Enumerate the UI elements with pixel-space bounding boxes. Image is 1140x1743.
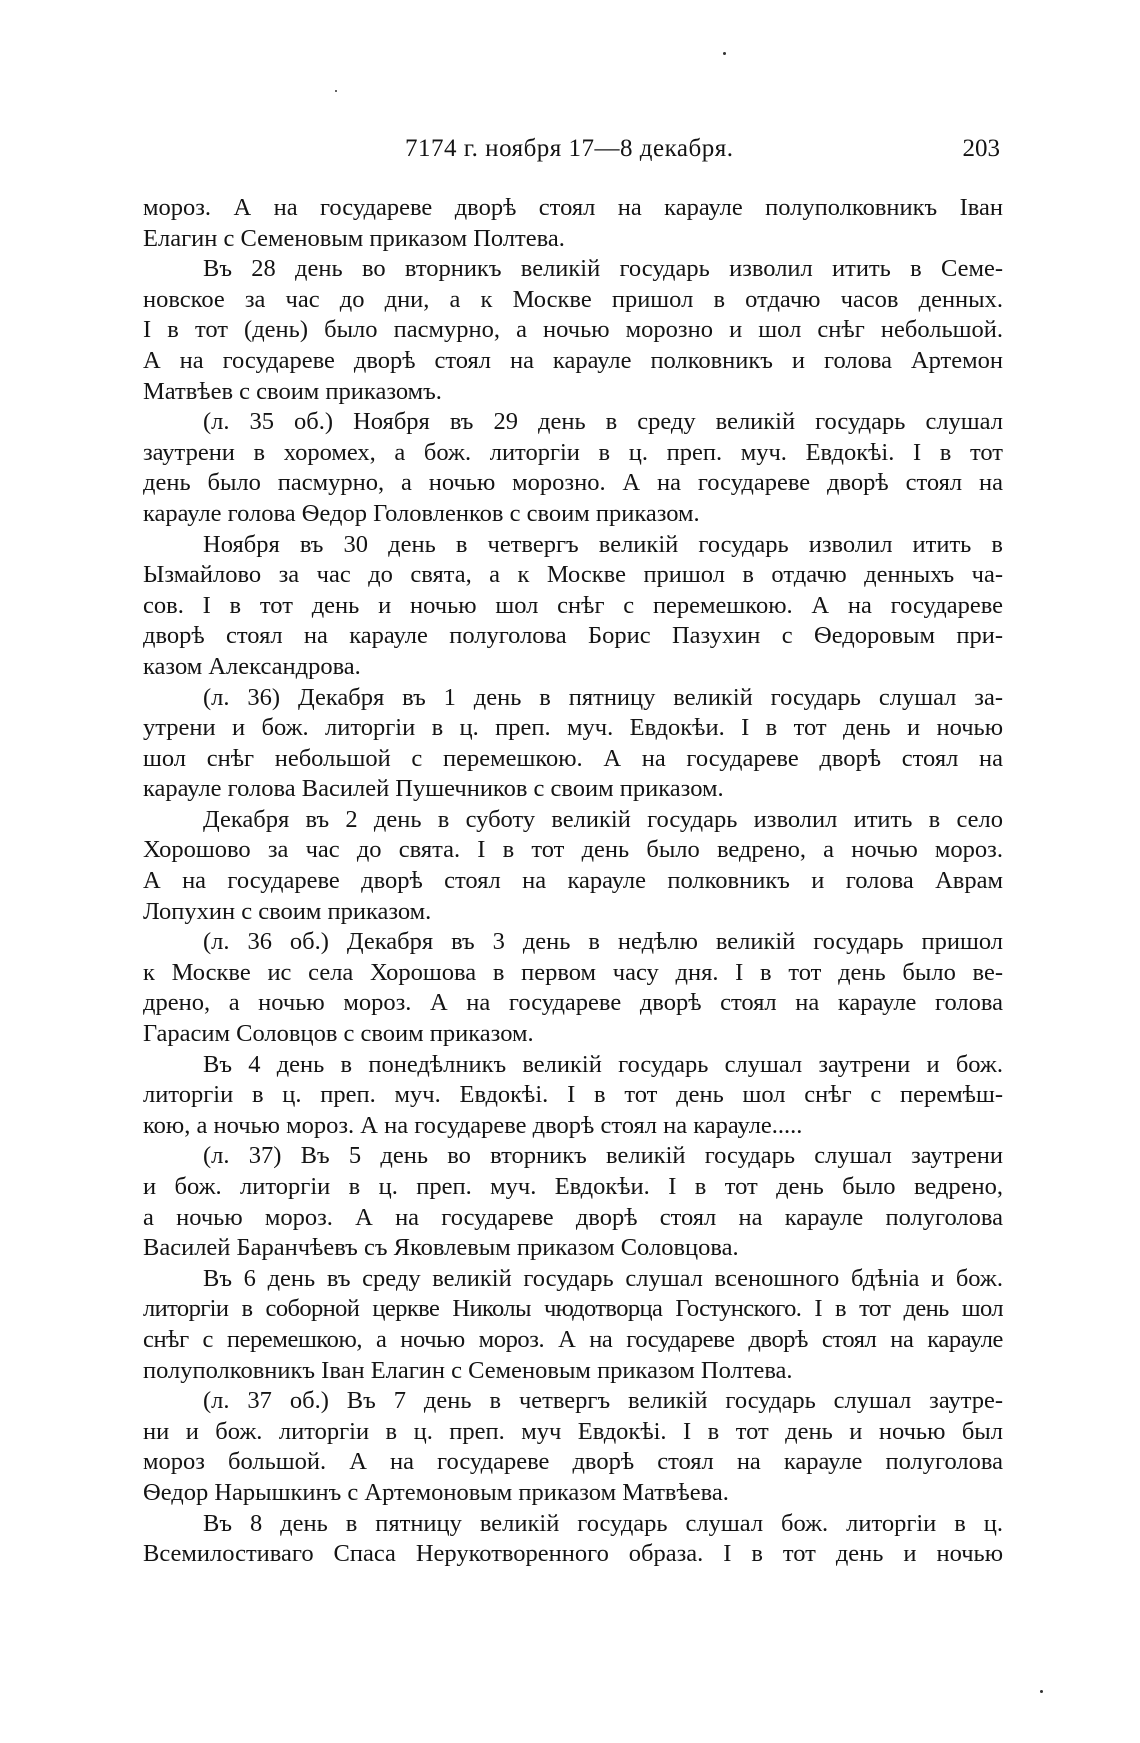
text-line: карауле голова Ѳедор Головленков с своим приказом. (143, 499, 700, 527)
page-number: 203 (962, 135, 1000, 162)
text-line: Въ 4 день в понедѣлникъ великій государь слушал заутрени и бож. (203, 1050, 1003, 1078)
text-line: сов. І в тот день и ночью шол снѣг с перемешкою. А на государеве (143, 591, 1003, 619)
text-line: (л. 37) Въ 5 день во вторникъ великій государь слушал заутрени (203, 1142, 1003, 1170)
text-line: Ызмайлово за час до свята, а к Москве пришол в отдачю денныхъ ча- (143, 561, 1003, 589)
text-line: І в тот (день) было пасмурно, а ночью морозно и шол снѣг небольшой. (143, 316, 1003, 344)
text-line: к Москве ис села Хорошова в первом часу дня. І в тот день было ве- (143, 958, 1003, 986)
text-line: ни и бож. литоргіи в ц. преп. муч Евдокѣі. І в тот день и ночью был (143, 1417, 1003, 1445)
text-line: дворѣ стоял на карауле полуголова Борис Пазухин с Ѳедоровым при- (143, 622, 1003, 650)
text-line: (л. 37 об.) Въ 7 день в четвергъ великій государь слушал заутре- (203, 1387, 1003, 1415)
text-line: Матвѣев с своим приказомъ. (143, 377, 442, 405)
text-line: литоргіи в соборной церкве Николы чюдотворца Гостунского. І в тот день шол (143, 1295, 1003, 1323)
text-line: день было пасмурно, а ночью морозно. А на государеве дворѣ стоял на (143, 469, 1003, 497)
text-line: полуполковникъ Іван Елагин с Семеновым приказом Полтева. (143, 1356, 793, 1384)
text-line: Въ 28 день во вторникъ великій государь изволил итить в Семе- (203, 255, 1003, 283)
body-text (143, 193, 1003, 1570)
text-line: казом Александрова. (143, 652, 361, 680)
text-line: Хорошово за час до свята. І в тот день было ведрено, а ночью мороз. (143, 836, 1003, 864)
text-line: (л. 35 об.) Ноября въ 29 день в среду великій государь слушал (203, 408, 1003, 436)
text-line: Василей Баранчѣевъ съ Яковлевым приказом Соловцова. (143, 1234, 739, 1262)
text-line: (л. 36 об.) Декабря въ 3 день в недѣлю великій государь пришол (203, 928, 1003, 956)
text-line: утрени и бож. литоргіи в ц. преп. муч. Евдокѣи. І в тот день и ночью (143, 714, 1003, 742)
text-line: Елагин с Семеновым приказом Полтева. (143, 224, 565, 252)
text-line: Гарасим Соловцов с своим приказом. (143, 1020, 534, 1048)
text-line: а ночью мороз. А на государеве дворѣ стоял на карауле полуголова (143, 1203, 1003, 1231)
text-line: Ноября въ 30 день в четвергъ великій государь изволил итить в (203, 530, 1003, 558)
text-line: шол снѣг небольшой с перемешкою. А на государеве дворѣ стоял на (143, 744, 1003, 772)
page-header (140, 135, 1000, 175)
text-line: (л. 36) Декабря въ 1 день в пятницу великій государь слушал за- (203, 683, 1003, 711)
print-speck-upper (335, 90, 337, 92)
text-line: Всемилостиваго Спаса Нерукотворенного образа. І в тот день и ночью (143, 1540, 1003, 1568)
text-line: мороз. А на государеве дворѣ стоял на карауле полуполковникъ Іван (143, 194, 1003, 221)
print-speck-top (723, 52, 726, 55)
print-speck-right (1040, 1690, 1043, 1693)
text-line: мороз большой. А на государеве дворѣ стоял на карауле полуголова (143, 1448, 1003, 1476)
text-line: Лопухин с своим приказом. (143, 897, 432, 925)
text-line: снѣг с перемешкою, а ночью мороз. А на государеве дворѣ стоял на карауле (143, 1325, 1003, 1353)
text-line: дрено, а ночью мороз. А на государеве дворѣ стоял на карауле голова (143, 989, 1003, 1017)
text-line: А на государеве дворѣ стоял на карауле полковникъ и голова Аврам (143, 867, 1003, 895)
text-line: Въ 8 день в пятницу великій государь слушал бож. литоргіи в ц. (203, 1509, 1003, 1537)
text-line: Въ 6 день въ среду великій государь слушал всеношного бдѣніа и бож. (203, 1264, 1003, 1292)
text-line: А на государеве дворѣ стоял на карауле полковникъ и голова Артемон (143, 346, 1003, 374)
text-line: кою, а ночью мороз. А на государеве дворѣ стоял на карауле..... (143, 1111, 803, 1139)
text-line: Декабря въ 2 день в суботу великій государь изволил итить в село (203, 805, 1003, 833)
text-line: заутрени в хоромех, а бож. литоргіи в ц. преп. муч. Евдокѣі. І в тот (143, 438, 1003, 466)
text-line: и бож. литоргіи в ц. преп. муч. Евдокѣи. І в тот день было ведрено, (143, 1173, 1003, 1200)
text-line: Ѳедор Нарышкинъ с Артемоновым приказом Матвѣева. (143, 1478, 729, 1506)
text-line: новское за час до дни, а к Москве пришол в отдачю часов денных. (143, 285, 1003, 313)
running-title: 7174 г. ноября 17—8 декабря. (405, 135, 734, 162)
text-line: карауле голова Василей Пушечников с своим приказом. (143, 775, 724, 803)
text-line: литоргіи в ц. преп. муч. Евдокѣі. І в тот день шол снѣг с перемѣш- (143, 1081, 1003, 1109)
